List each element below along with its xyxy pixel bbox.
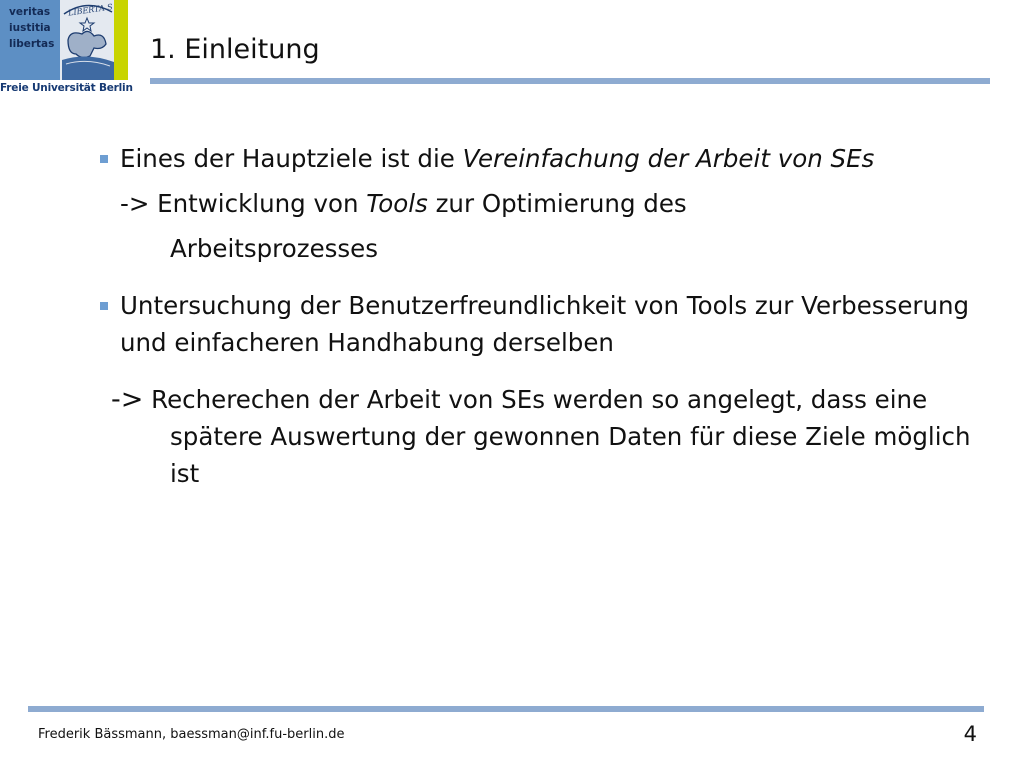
sub-line-suffix: zur Optimierung des [427,189,687,218]
footer-divider [28,706,984,712]
slide-title: 1. Einleitung [150,34,320,65]
sub-line-emphasis: Tools [366,189,428,218]
logo-motto-line: libertas [9,38,55,50]
sub-line-prefix: -> Entwicklung von [120,189,367,218]
bullet-text: Untersuchung der Benutzerfreundlichkeit von Tools zur Verbesserung und einfacheren Handhabung derselben [120,291,970,357]
bullet-square-icon [100,155,108,163]
arrow-paragraph-text: Recherechen der Arbeit von SEs werden so angelegt, dass eine spätere Auswertung der gewonnen Daten für diese Ziele möglich ist [143,385,971,488]
university-logo [0,0,133,100]
arrow-paragraph [98,381,978,492]
logo-motto-line: iustitia [9,22,51,34]
sub-line-continuation: Arbeitsprozesses [170,234,379,263]
logo-seal [60,0,114,80]
seal-emblem-icon [60,0,114,80]
bullet-text-emphasis: Vereinfachung der Arbeit von SEs [462,144,875,173]
slide-body [98,140,978,492]
bullet-text [120,140,978,177]
title-divider [150,78,990,84]
footer-author: Frederik Bässmann, baessman@inf.fu-berlin.de [38,727,345,742]
svg-text:LIBERTA S: LIBERTA S [67,2,114,18]
bullet-item [98,287,978,361]
arrow-symbol: -> [111,384,144,415]
logo-motto-line: veritas [9,6,51,18]
logo-caption: Freie Universität Berlin [0,82,133,94]
logo-color-strip [114,0,128,80]
bullet-text-prefix: Eines der Hauptziele ist die [120,144,463,173]
sub-line [120,185,978,222]
page-number: 4 [963,722,977,746]
logo-motto-tile [0,0,60,80]
bullet-item [98,140,978,267]
bullet-square-icon [100,302,108,310]
